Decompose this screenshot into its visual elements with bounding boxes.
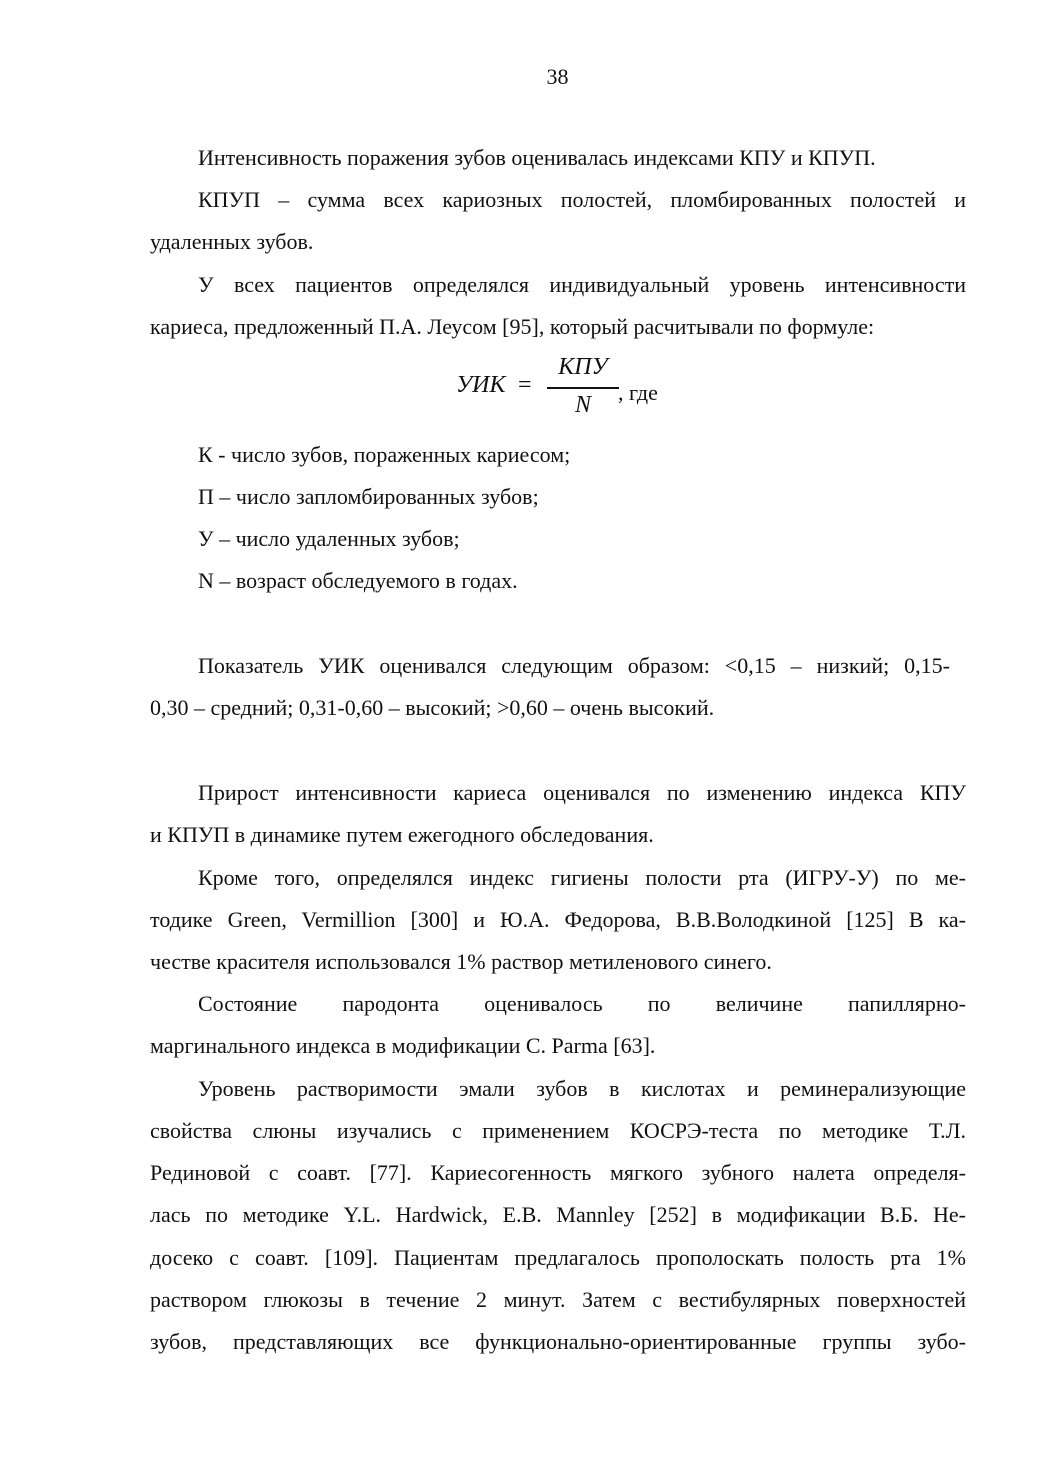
definition-line: N – возраст обследуемого в годах. <box>198 568 518 593</box>
text-line: зубов, представляющих все функционально-ориентированные группы зубо- <box>150 1329 966 1354</box>
text-line: Интенсивность поражения зубов оценивалась индексами КПУ и КПУП. <box>198 145 876 170</box>
text-line: раствором глюкозы в течение 2 минут. Затем с вестибулярных поверхностей <box>150 1287 966 1312</box>
formula-denominator: N <box>574 392 591 418</box>
definition-line: П – число запломбированных зубов; <box>198 484 539 509</box>
text-line: лась по методике Y.L. Hardwick, E.B. Mannley [252] в модификации В.Б. Не- <box>150 1202 966 1227</box>
text-line: Кроме того, определялся индекс гигиены полости рта (ИГРУ-У) по ме- <box>198 865 966 890</box>
definition-line: К - число зубов, пораженных кариесом; <box>198 442 571 467</box>
fraction-bar <box>547 387 619 389</box>
text-line: удаленных зубов. <box>150 229 314 254</box>
text-line: кариеса, предложенный П.А. Леусом [95], который расчитывали по формуле: <box>150 314 875 339</box>
text-line: тодике Green, Vermillion [300] и Ю.А. Федорова, В.В.Володкиной [125] В ка- <box>150 907 966 932</box>
text-line: Рединовой с соавт. [77]. Кариесогенность мягкого зубного налета определя- <box>150 1160 966 1185</box>
formula-lhs: УИК <box>456 372 506 398</box>
uik-formula <box>456 352 696 432</box>
text-line: Показатель УИК оценивался следующим образом: <0,15 – низкий; 0,15- <box>198 653 950 678</box>
formula-equals: = <box>518 372 532 398</box>
text-line: свойства слюны изучались с применением КОСРЭ-теста по методике Т.Л. <box>150 1118 966 1143</box>
formula-suffix: , где <box>618 380 658 405</box>
text-line: 0,30 – средний; 0,31-0,60 – высокий; >0,60 – очень высокий. <box>150 695 715 720</box>
formula-numerator: КПУ <box>558 354 608 380</box>
text-line: Состояние пародонта оценивалось по величине папиллярно- <box>198 991 966 1016</box>
text-line: честве красителя использовался 1% раствор метиленового синего. <box>150 949 772 974</box>
text-line: У всех пациентов определялся индивидуальный уровень интенсивности <box>198 272 966 297</box>
text-line: Прирост интенсивности кариеса оценивался по изменению индекса КПУ <box>198 780 966 805</box>
text-line: досеко с соавт. [109]. Пациентам предлагалось прополоскать полость рта 1% <box>150 1245 966 1270</box>
page-number: 38 <box>546 64 569 89</box>
text-line: Уровень растворимости эмали зубов в кислотах и реминерализующие <box>198 1076 966 1101</box>
text-line: КПУП – сумма всех кариозных полостей, пломбированных полостей и <box>198 187 966 212</box>
definition-line: У – число удаленных зубов; <box>198 526 460 551</box>
text-line: маргинального индекса в модификации С. Parma [63]. <box>150 1033 656 1058</box>
text-line: и КПУП в динамике путем ежегодного обследования. <box>150 822 654 847</box>
